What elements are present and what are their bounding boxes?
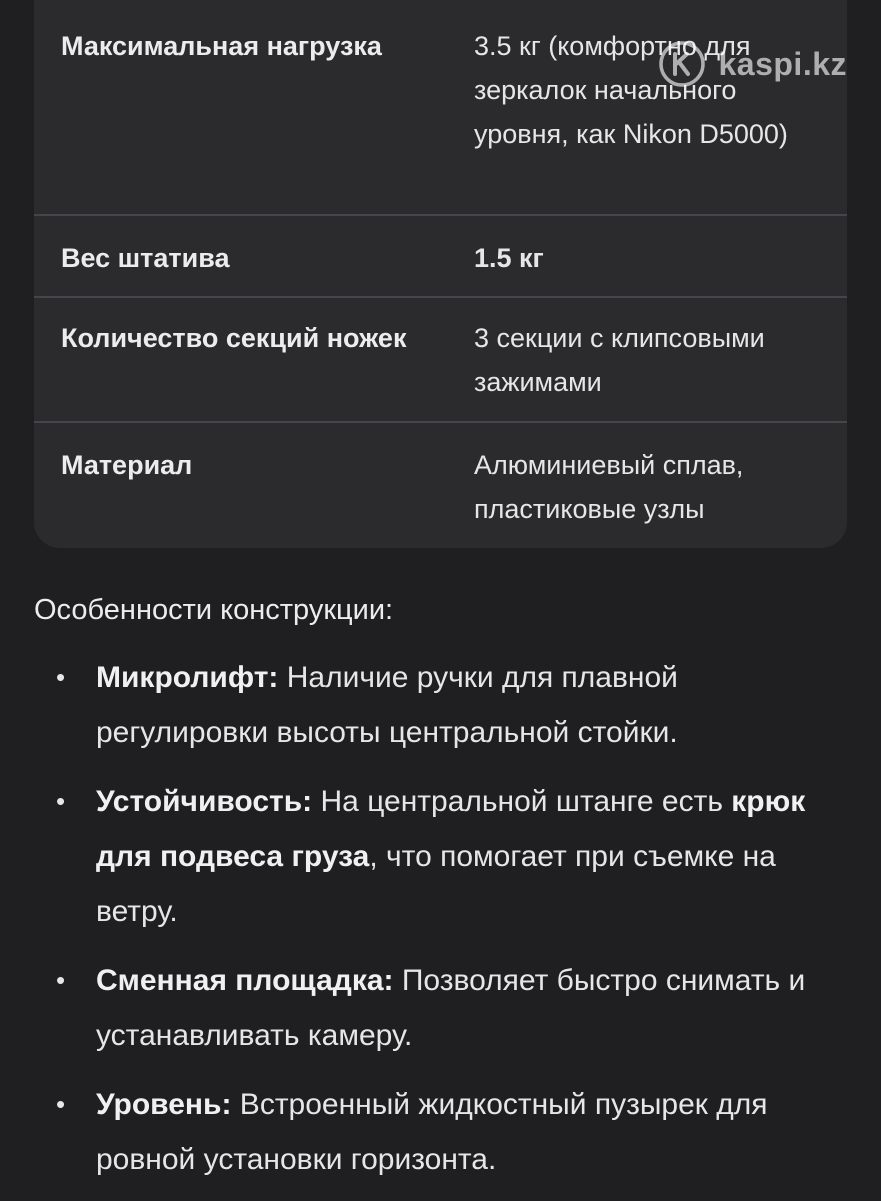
feature-text: На центральной штанге есть bbox=[312, 785, 732, 818]
feature-text: Позволяет быстро снимать и устанавливать камеру. bbox=[96, 964, 806, 1052]
spec-key: Материал bbox=[61, 450, 193, 480]
spec-key: Вес штатива bbox=[61, 243, 230, 273]
spec-key: Количество секций ножек bbox=[61, 323, 407, 353]
section-title: Особенности конструкции: bbox=[34, 594, 394, 626]
feature-title: Микролифт: bbox=[96, 661, 279, 694]
spec-key: Максимальная нагрузка bbox=[61, 31, 382, 61]
feature-title: Уровень: bbox=[96, 1088, 232, 1121]
list-item bbox=[34, 774, 834, 939]
feature-title: Сменная площадка: bbox=[96, 964, 394, 997]
bullet-icon: • bbox=[56, 662, 66, 692]
feature-text: Наличие ручки для плавной регулировки высоты центральной стойки. bbox=[96, 661, 678, 749]
feature-title: Устойчивость: bbox=[96, 785, 313, 818]
list-item bbox=[34, 650, 834, 760]
list-item bbox=[34, 953, 834, 1063]
spec-row-weight bbox=[34, 216, 847, 298]
feature-highlight: крюк для подвеса груза bbox=[96, 785, 806, 873]
spec-value: Алюминиевый сплав, пластиковые узлы bbox=[474, 450, 744, 524]
bullet-icon: • bbox=[56, 1089, 66, 1119]
spec-value: 3 секции с клипсовыми зажимами bbox=[474, 323, 765, 397]
spec-row-material bbox=[34, 423, 847, 548]
spec-value: 3.5 кг (комфортно для зеркалок начального уровня, как Nikon D5000) bbox=[474, 31, 788, 149]
bullet-icon: • bbox=[56, 786, 66, 816]
spec-row-max-load bbox=[34, 0, 847, 216]
feature-text-after: , что помогает при съемке на ветру. bbox=[96, 840, 776, 928]
bullet-icon: • bbox=[56, 965, 66, 995]
watermark-text: kaspi.kz bbox=[718, 45, 847, 82]
spec-value: 1.5 кг bbox=[474, 243, 544, 273]
spec-table bbox=[34, 0, 847, 548]
feature-text: Встроенный жидкостный пузырек для ровной установки горизонта. bbox=[96, 1088, 768, 1176]
list-item bbox=[34, 1077, 834, 1187]
spec-row-sections bbox=[34, 298, 847, 423]
features-list bbox=[34, 650, 834, 1201]
